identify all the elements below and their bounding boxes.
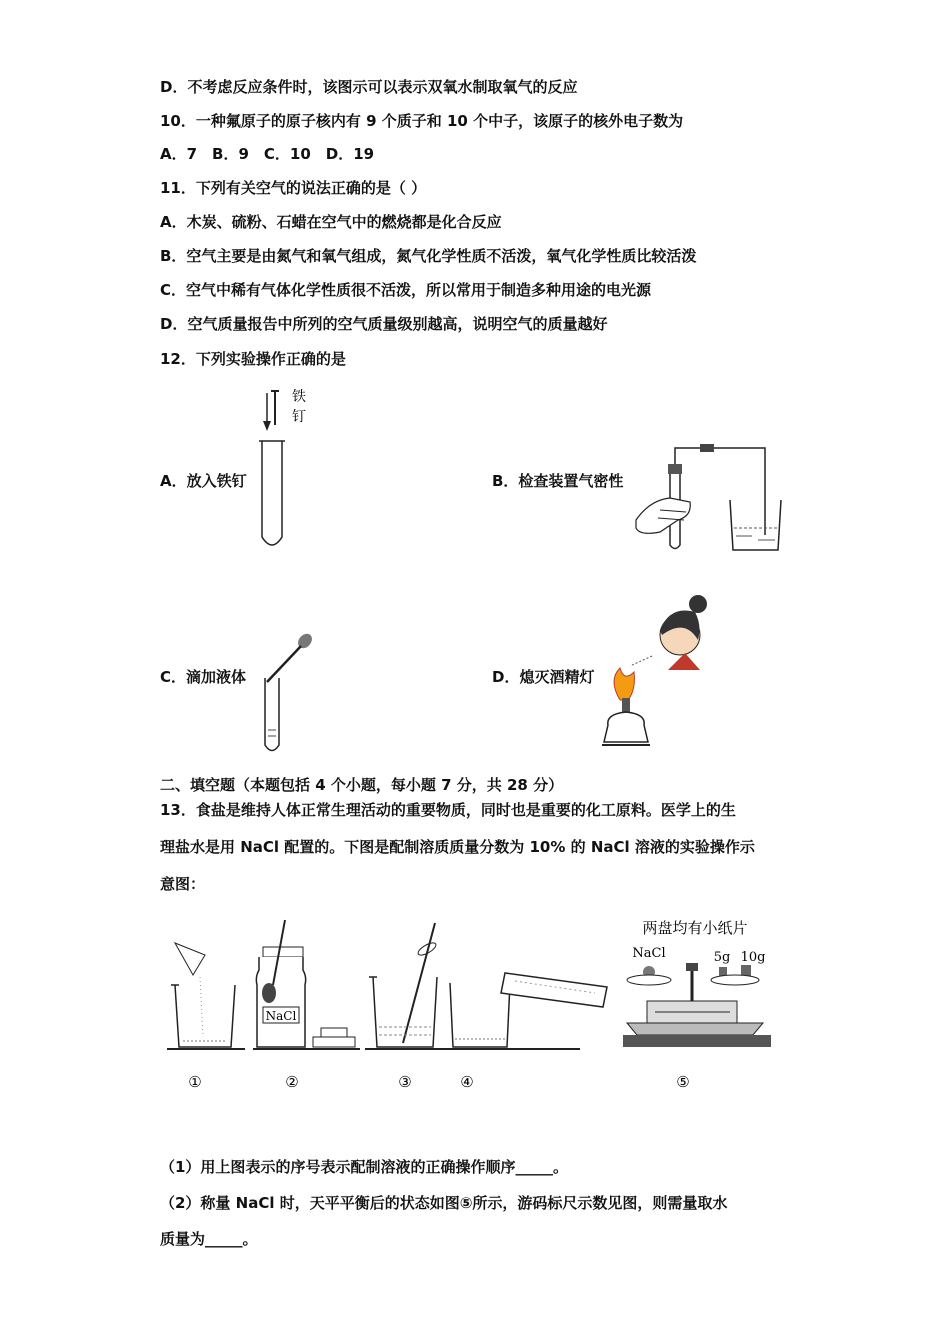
q13-line3: 意图： bbox=[160, 875, 206, 893]
fig-label-3: ③ bbox=[398, 1073, 412, 1091]
paper-note: 两盘均有小纸片 bbox=[642, 919, 748, 937]
weight-5g-label: 5g bbox=[713, 950, 731, 965]
nail-test-tube-figure bbox=[250, 385, 320, 555]
airtightness-figure bbox=[630, 440, 785, 555]
q11-option-b: B．空气主要是由氮气和氧气组成，氮气化学性质不活泼，氧气化学性质比较活泼 bbox=[160, 247, 697, 265]
q11-option-a: A．木炭、硫粉、石蜡在空气中的燃烧都是化合反应 bbox=[160, 213, 502, 231]
nail-label-1: 铁 bbox=[292, 389, 306, 405]
nacl-pan-label: NaCl bbox=[632, 946, 666, 961]
step2-nacl-bottle bbox=[253, 920, 360, 1049]
solution-prep-figure bbox=[165, 915, 775, 1091]
fig-label-4: ④ bbox=[460, 1073, 474, 1091]
nail-label-2: 钉 bbox=[292, 409, 306, 425]
q11-stem: 11．下列有关空气的说法正确的是（ ） bbox=[160, 179, 427, 197]
blowing-lamp-figure bbox=[590, 590, 720, 755]
section2-title: 二、填空题（本题包括 4 个小题，每小题 7 分，共 28 分） bbox=[160, 776, 564, 794]
q12-option-a-label: A．放入铁钉 bbox=[160, 472, 247, 490]
fig-label-5: ⑤ bbox=[676, 1073, 690, 1091]
q13-line2: 理盐水是用 NaCl 配置的。下图是配制溶质质量分数为 10% 的 NaCl 溶液的实验操作示 bbox=[160, 838, 755, 856]
q12-option-b-label: B．检查装置气密性 bbox=[492, 472, 624, 490]
fig-label-2: ② bbox=[285, 1073, 299, 1091]
step4-cylinder bbox=[443, 973, 607, 1049]
step3-stirring bbox=[365, 923, 445, 1049]
q10-stem: 10．一种氟原子的原子核内有 9 个质子和 10 个中子，该原子的核外电子数为 bbox=[160, 112, 684, 130]
weight-10g-label: 10g bbox=[740, 950, 766, 965]
q12-option-d-label: D．熄灭酒精灯 bbox=[492, 668, 595, 686]
step5-balance bbox=[623, 919, 771, 1047]
dropper-figure bbox=[255, 630, 325, 755]
step1-beaker bbox=[167, 943, 245, 1049]
nacl-bottle-label: NaCl bbox=[265, 1009, 297, 1023]
fig-label-1: ① bbox=[188, 1073, 202, 1091]
q11-option-c: C．空气中稀有气体化学性质很不活泼，所以常用于制造多种用途的电光源 bbox=[160, 281, 652, 299]
q11-option-d: D．空气质量报告中所列的空气质量级别越高，说明空气的质量越好 bbox=[160, 315, 608, 333]
q12-option-c-label: C．滴加液体 bbox=[160, 668, 247, 686]
q13-sub2-line2: 质量为_____。 bbox=[160, 1230, 258, 1248]
q13-line1: 13．食盐是维持人体正常生理活动的重要物质，同时也是重要的化工原料。医学上的生 bbox=[160, 801, 736, 819]
q13-sub1: （1）用上图表示的序号表示配制溶液的正确操作顺序_____。 bbox=[160, 1158, 568, 1176]
q12-stem: 12．下列实验操作正确的是 bbox=[160, 350, 346, 368]
q10-options: A．7 B．9 C．10 D．19 bbox=[160, 145, 375, 163]
q13-sub2-line1: （2）称量 NaCl 时，天平平衡后的状态如图⑤所示，游码标尺示数见图，则需量取水 bbox=[160, 1194, 728, 1212]
q9-option-d: D．不考虑反应条件时，该图示可以表示双氧水制取氧气的反应 bbox=[160, 78, 578, 96]
